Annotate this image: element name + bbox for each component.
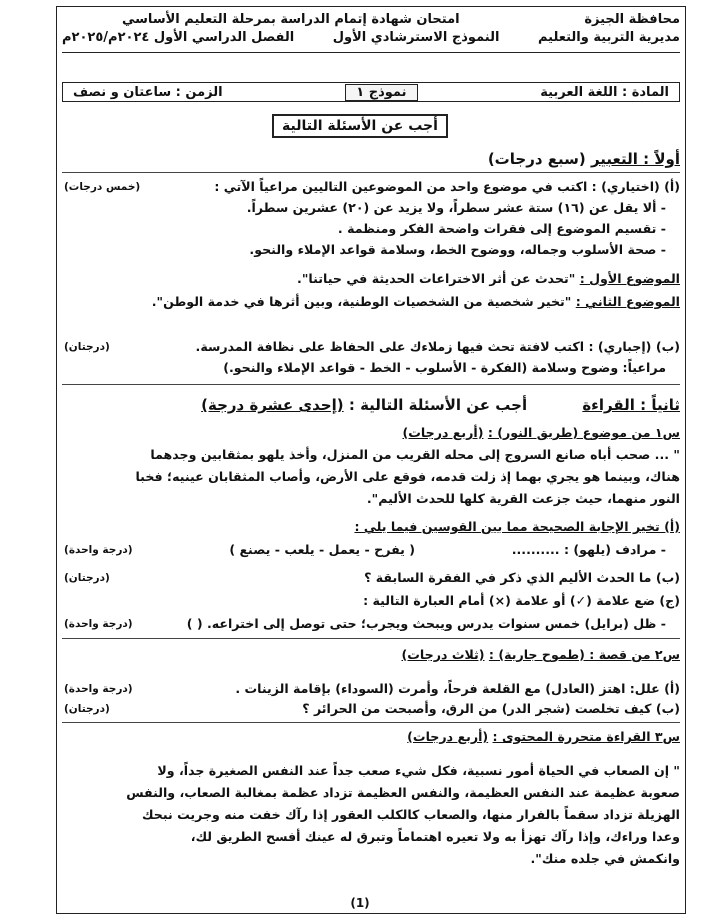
directorate: مديرية التربية والتعليم: [537, 30, 680, 45]
reading-instruction: أجب عن الأسئلة التالية :: [348, 396, 528, 414]
q1-c-marks: (درجة واحدة): [64, 618, 133, 630]
q3-marks: (أربع درجات): [407, 729, 489, 744]
model-name: النموذج الاسترشادي الأول: [332, 30, 500, 45]
q2-a: (أ) علل: اهتز (العادل) مع القلعة فرحاً، وأمرت (السوداء) بإقامة الزينات .: [235, 681, 680, 696]
governorate: محافظة الجيزة: [584, 12, 680, 27]
q2-a-marks: (درجة واحدة): [64, 683, 133, 695]
reading-marks: (إحدى عشرة درجة): [201, 396, 344, 414]
topic-1: [64, 270, 680, 288]
q1-a-options: ( يفرح - يعمل - يلعب - يصنع ): [229, 542, 415, 557]
q1-b-marks: (درجتان): [64, 572, 110, 584]
q1-b-row: [64, 569, 680, 587]
q2-b-row: [64, 700, 680, 718]
q3-heading: [64, 728, 680, 746]
q3-passage-line-3: الهزيلة تزداد سقماً بالفرار منها، والصعاب كالكلب العقور إذا رآك خفت منه وجريت نبحك: [142, 807, 680, 822]
subject: المادة : اللغة العربية: [540, 84, 669, 100]
guide-2: - تقسيم الموضوع إلى فقرات واضحة الفكر ومنظمة .: [337, 221, 666, 236]
optional-label: (أ) (اختياري) : اكتب في موضوع واحد من الموضوعين التاليين مراعياً الآتي :: [214, 179, 680, 194]
topic-2-label: الموضوع الثاني :: [575, 294, 680, 309]
q1-c-item: - ظل (برايل) خمس سنوات يدرس ويبحث ويجرب؛ حتى توصل إلى اختراعه. ( ): [186, 616, 666, 631]
q1-label: س١ من موضوع (طريق النور) :: [487, 425, 680, 440]
topic-2: [64, 293, 680, 311]
divider: [62, 722, 680, 723]
q3-passage-line-1: " إن الصعاب في الحياة أمور نسبية، فكل شيء صعب جداً عند النفس الصغيرة جداً، ولا: [157, 763, 680, 778]
q2-marks: (ثلاث درجات): [401, 647, 485, 662]
divider: [62, 172, 680, 173]
q1-c-row: [64, 615, 680, 633]
q1-marks: (أربع درجات): [402, 425, 484, 440]
q1-heading: [64, 424, 680, 442]
reading-heading: [64, 396, 680, 414]
divider: [62, 638, 680, 639]
mandatory-question: [64, 338, 680, 356]
instruction-box: أجب عن الأسئلة التالية: [272, 114, 448, 138]
time: الزمن : ساعتان و نصف: [73, 84, 223, 100]
header-row-2: [62, 30, 680, 45]
q2-b-marks: (درجتان): [64, 703, 110, 715]
guide-3: - صحة الأسلوب وجماله، ووضوح الخط، وسلامة قواعد الإملاء والنحو.: [249, 242, 666, 257]
q1-passage-line-2: هناك، وبينما هو يجري بهما إذ زلت قدمه، فوقع على الأرض، وأصاب المثقابان عينيه؛ فخبا: [135, 469, 680, 484]
q2-a-row: [64, 680, 680, 698]
q3-passage-line-5: وانكمش في جلده منك".: [530, 851, 680, 866]
topic-1-text: "تحدث عن أثر الاختراعات الحديثة في حياتنا".: [297, 271, 576, 286]
mandatory-marks: (درجتان): [64, 341, 110, 353]
q3-passage-line-2: صعوبة عظيمة عند النفس العظيمة، والنفس العظيمة تزداد عظمة بمغالبة الصعاب، والنفس: [126, 785, 680, 800]
q2-label: س٢ من قصة : (طموح جارية) :: [488, 647, 680, 662]
topic-2-text: "تخير شخصية من الشخصيات الوطنية، وبين أثرها في خدمة الوطن".: [151, 294, 572, 309]
divider: [62, 384, 680, 385]
expression-heading: [64, 150, 680, 168]
mandatory-label: (ب) (إجباري) : اكتب لافتة تحث فيها زملاءك على الحفاظ على نظافة المدرسة.: [195, 339, 680, 354]
q1-a-marks: (درجة واحدة): [64, 544, 133, 556]
header-row-1: [62, 12, 680, 27]
topic-1-label: الموضوع الأول :: [579, 271, 680, 286]
model-number: نموذج ١: [345, 84, 417, 101]
q1-b: (ب) ما الحدث الأليم الذي ذكر في الفقرة السابقة ؟: [364, 570, 680, 585]
q2-b: (ب) كيف تخلصت (شجر الدر) من الرق، وأصبحت من الحرائر ؟: [302, 701, 680, 716]
optional-marks: (خمس درجات): [64, 181, 141, 193]
guide-1: - ألا يقل عن (١٦) ستة عشر سطراً، ولا يزيد عن (٢٠) عشرين سطراً.: [246, 200, 666, 215]
q1-passage-line-1: " ... صحب أباه صانع السروج إلى محله القريب من المنزل، وأخذ يلهو بمثقابين وجدهما: [150, 447, 680, 462]
q1-a-row: [64, 541, 680, 559]
subject-bar: [62, 82, 680, 102]
header-divider: [62, 52, 680, 53]
q1-a-label: (أ) تخير الإجابة الصحيحة مما بين القوسين فيما يلي :: [354, 519, 680, 534]
expression-marks: (سبع درجات): [487, 150, 586, 168]
mandatory-guide: مراعياً: وضوح وسلامة (الفكرة - الأسلوب - الخط - قواعد الإملاء والنحو.): [223, 360, 666, 375]
exam-title: امتحان شهادة إتمام الدراسة بمرحلة التعليم الأساسي: [122, 12, 460, 27]
q1-c: (ج) ضع علامة (✓) أو علامة (×) أمام العبارة التالية :: [363, 593, 680, 608]
q3-label: س٣ القراءة متحررة المحتوى :: [492, 729, 680, 744]
q1-passage-line-3: النور منهما، حيث جزعت القرية كلها للحدث الأليم".: [366, 491, 680, 506]
reading-title: ثانياً : القراءة: [582, 396, 680, 414]
optional-question: [64, 178, 680, 196]
q2-heading: [64, 646, 680, 664]
expression-title: أولاً : التعبير: [590, 150, 680, 168]
page-number: (1): [350, 896, 370, 910]
q1-a-item: - مرادف (يلهو) : ..........: [511, 542, 666, 557]
term: الفصل الدراسي الأول ٢٠٢٤م/٢٠٢٥م: [62, 30, 295, 45]
q3-passage-line-4: وعدا وراءك، وإذا رآك تهزأ به ولا تعيره اهتماماً وتبرق له عينك أفسح الطريق لك،: [190, 829, 680, 844]
